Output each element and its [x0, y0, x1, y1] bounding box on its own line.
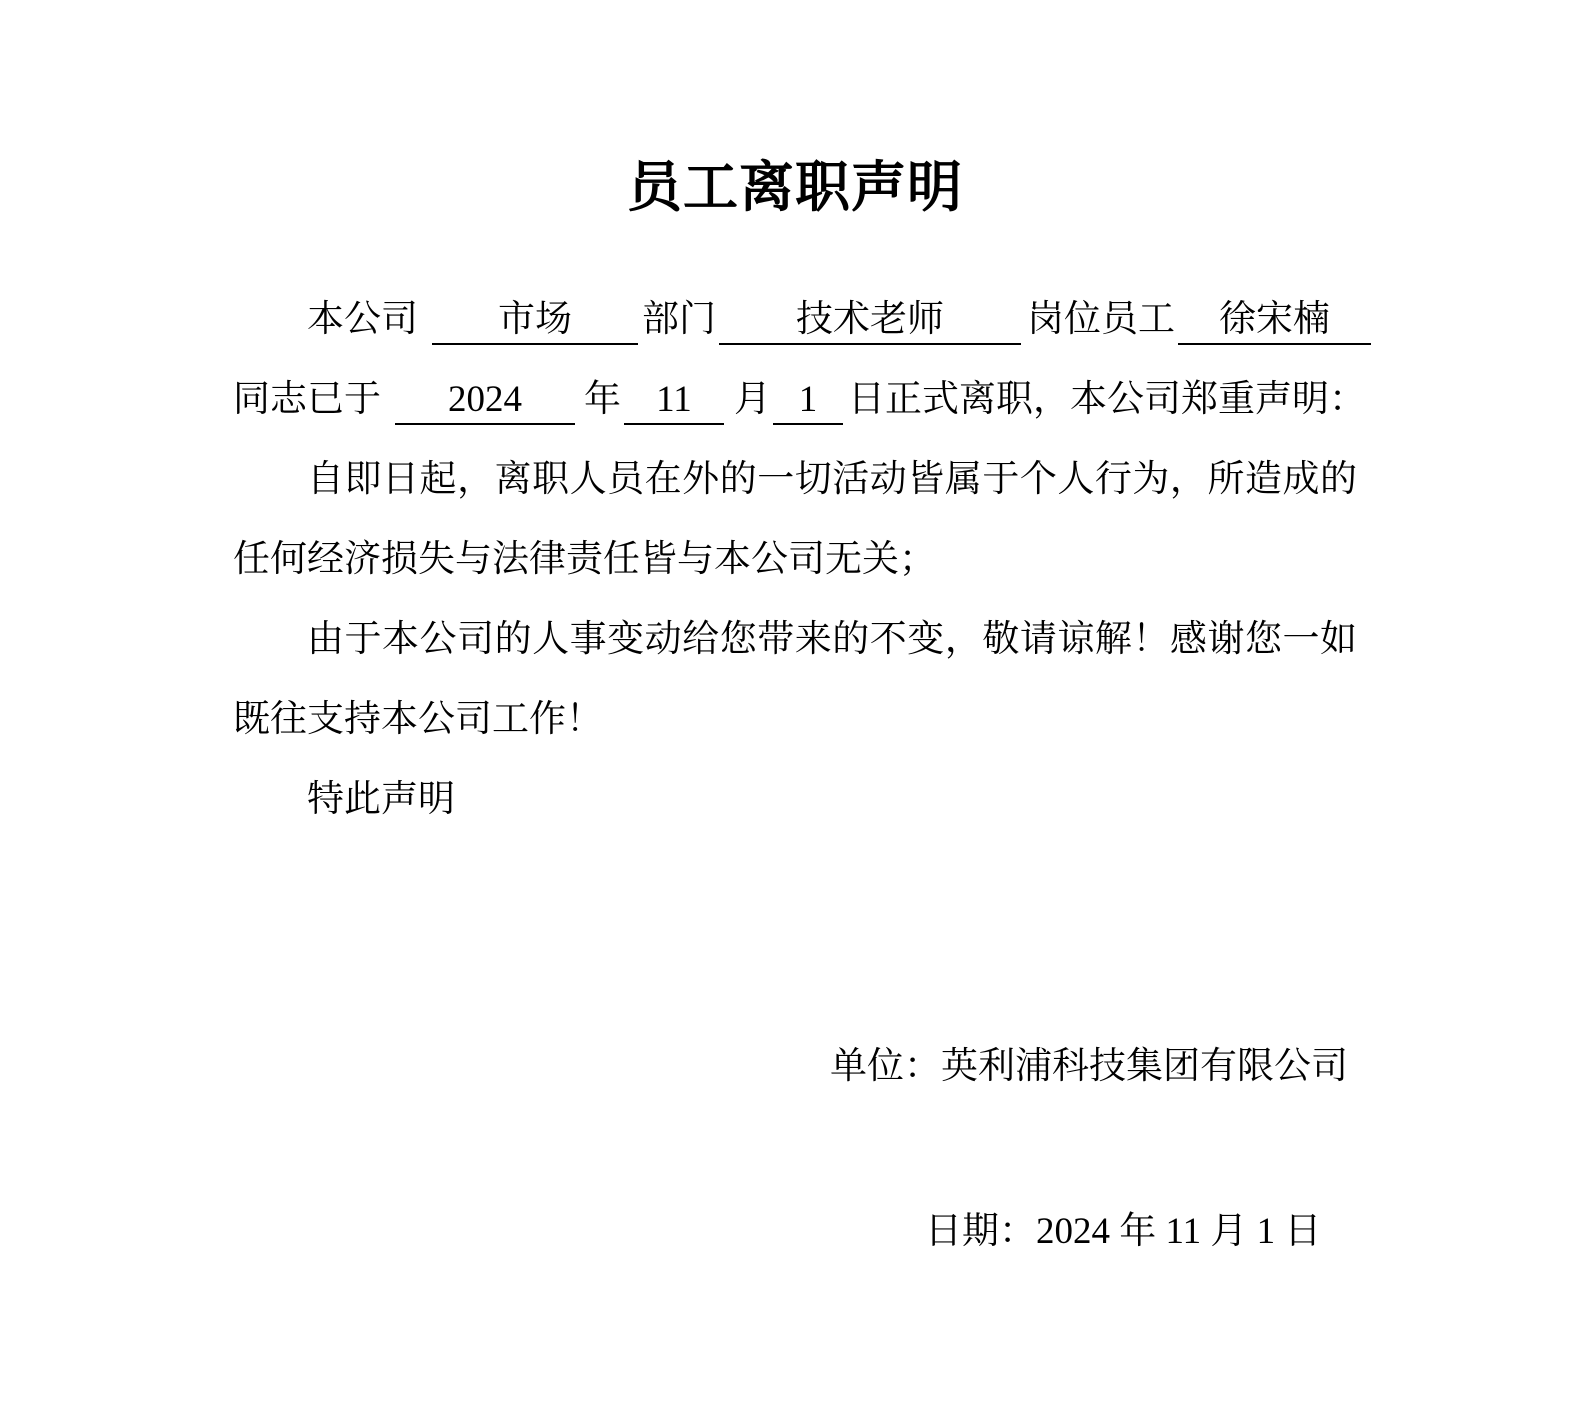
signature-unit-line: 单位：英利浦科技集团有限公司: [830, 1046, 1348, 1087]
employee-name-blank-field: 徐宋楠: [1178, 297, 1371, 345]
body-paragraph-declaration: 特此声明: [307, 779, 455, 820]
day-label-text: 日: [848, 379, 885, 420]
page-title: 员工离职声明: [626, 157, 963, 218]
department-label-text: 部门: [642, 299, 716, 340]
body-paragraph-disclaimer: 自即日起，离职人员在外的一切活动皆属于个人行为，所造成的任何经济损失与法律责任皆与本公司无关；: [233, 459, 1357, 580]
resignation-date-line: [233, 360, 1366, 440]
year-blank-field: 2024: [395, 377, 575, 425]
year-label-text: 年: [584, 379, 621, 420]
opening-line: [233, 280, 1357, 360]
company-prefix-text: 本公司: [307, 299, 418, 340]
date-line-prefix-text: 同志已于: [233, 379, 381, 420]
date-line-suffix-text: 正式离职，本公司郑重声明：: [885, 379, 1366, 420]
position-blank-field: 技术老师: [719, 297, 1021, 345]
month-blank-field: 11: [624, 377, 724, 425]
body-paragraph-apology: 由于本公司的人事变动给您带来的不变，敬请谅解！感谢您一如既往支持本公司工作！: [233, 619, 1357, 740]
day-blank-field: 1: [773, 377, 843, 425]
department-blank-field: 市场: [432, 297, 638, 345]
month-label-text: 月: [734, 379, 771, 420]
position-label-text: 岗位员工: [1027, 299, 1175, 340]
signature-date-line: 日期：2024 年 11 月 1 日: [925, 1211, 1322, 1252]
